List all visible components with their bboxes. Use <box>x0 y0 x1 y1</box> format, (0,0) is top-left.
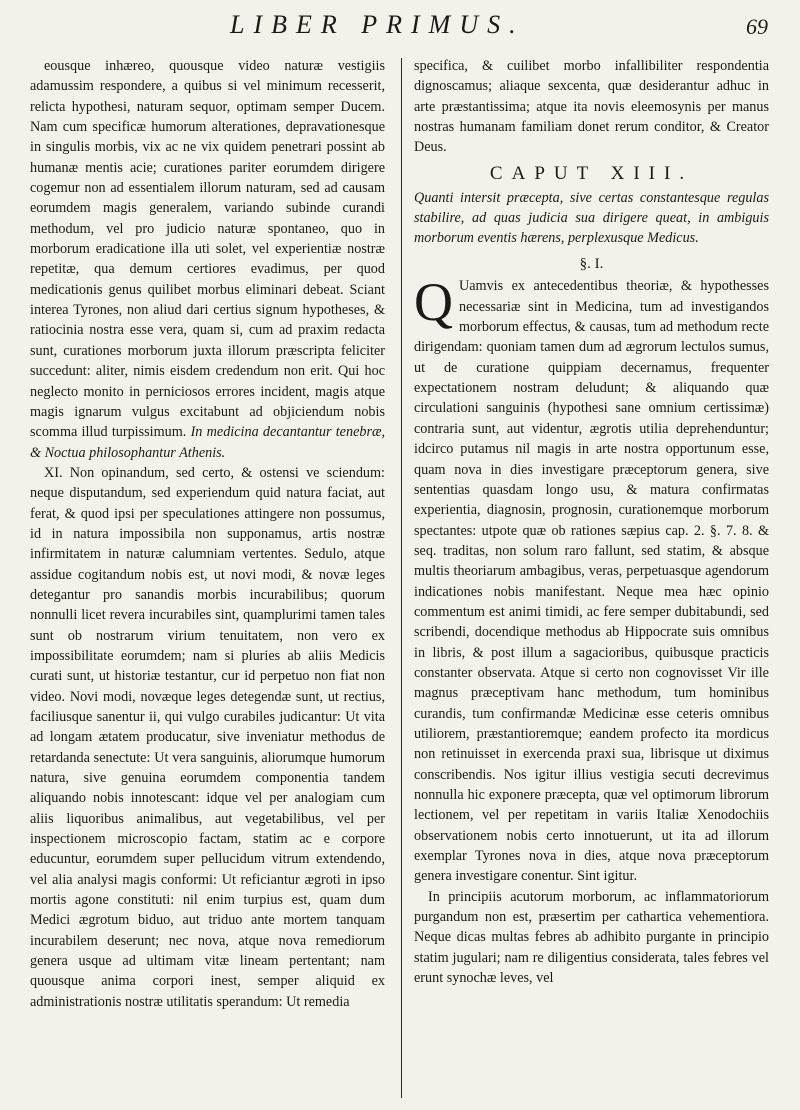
page-number: 69 <box>746 14 768 39</box>
paragraph-text: Uamvis ex antecedentibus theoriæ, & hypothesses necessariæ sint in Medicina, tum ad investigandos morborum effectus, & causas, tum ad methodum recte dirigendam: quoniam tamen dum ad ægrorum lectulos sumus, ut de curatione quippiam decernamus, frequenter expectationem nostram deludunt; & aliquando quæ circulationi sanguinis (hypothesi sane omnium certissimæ) contraria sunt, aut videntur, ægrotis utilia deprehenduntur; idcirco putamus nil magis in arte nostra opportunum esse, quam nova in dies investigare præceptorum genera, sive sententias quasdam longo usu, & matura confirmatas experientia, diagnosin, prognosin, curationemque morborum spectantes: utpote quæ ob rationes sæpius cap. 2. §. 7. 8. & seq. traditas, non solum raro fallunt, sed statim, & absque multis theoriarum ambagibus, veras, perpetuasque agendorum indicationes nobis manifestant. Neque mea hæc opinio commentum est animi timidi, ac fere semper dubitabundi, sed scribendi, docendique methodus ab Hippocrate suis omnibus in libris, & post illum a sagacioribus, quibusque practicis constanter observata. Atque si certo non cognovisset Vir ille magnus præceptivam hanc methodum, tum hominibus curandis, tum confirmandæ Medicinæ esse ceteris omnibus utiliorem, præstantioremque; eandem profecto ita mordicus non retinuisset in exercenda praxi sua, librisque ut diximus conscribendis. Nos igitur illius vestigia secuti decrevimus nonnulla hic exponere præcepta, quæ vel optimorum librorum lectionem, vel per repetitam in variis Italiæ Xenodochiis observationem nobis certo innotuerunt, ut ita ad illorum exemplar Tyrones nova in dies, atque nova præceptorum genera investigare conentur. Sint igitur. <box>414 278 769 885</box>
section-mark: §. I. <box>579 256 604 273</box>
chapter-title: CAPUT XIII. <box>489 162 694 184</box>
drop-cap: Q <box>414 272 453 333</box>
left-column <box>30 56 385 1096</box>
right-column <box>414 56 769 1096</box>
paragraph-text: eousque inhæreo, quousque video naturæ vestigiis adamussim respondere, a quibus si vel minimum recesserit, relicta hypothesi, naturam sequor, optimam semper Ducem. Nam cum specificæ humorum alterationes, depravationesque in singulis morbis, vix ac ne vix quidem penetrari possint ab humanæ mentis acie; curationes pariter eorumdem dirigere cogemur non ad essentialem illorum naturam, sed ad causam eorumdem magis generalem, variando subinde curandi methodum, vel pro judicio naturæ spontaneo, quo in morborum eradicatione illa uti solet, vel experientiæ nostræ repetitæ, qua demum certiores evadimus, per quod medicationis genus quilibet morbus eliminari debeat. Sciant interea Tyrones, non aliud dari certius signum hypotheses, & ratiocinia nostra esse vera, quam si, cum ad praxim redacta sunt, curationes morborum juxta illorum præscripta feliciter succedunt: aliter, nimis eisdem credendum non erit. Qui hoc neglecto monito in perniciosos errores incident, magis atque magis ignarum vulgus excitabunt ad objiciendum nobis scomma illud turpissimum. <box>30 58 385 441</box>
chapter-subtitle: Quanti intersit præcepta, sive certas constantesque regulas stabilire, ad quas judicia sua dirigere queat, in ambiguis morborum eventis hærens, perplexusque Medicus. <box>414 190 769 247</box>
paragraph-continued: specifica, & cuilibet morbo infallibiliter respondentia dignoscamus; aliaque sexcenta, quæ desiderantur adhuc in arte præstantissima; atque ita novis eleemosynis per manus nostras humanam familiam donet rerum conditor, & Creator Deus. <box>414 58 769 156</box>
page-header <box>40 10 780 50</box>
quotation: In medicina decantantur tenebræ, & Noctua philosophantur Athenis. <box>30 424 385 461</box>
paragraph-section-xi: XI. Non opinandum, sed certo, & ostensi ve sciendum: neque disputandum, sed experiendum quid natura faciat, aut ferat, & quod ipsi per speculationes attingere non possumus, id in natura impossibila non supponamus, artis nostræ infirmitatem in naturæ calumniam vertentes. Sedulo, atque assidue cogitandum nobis est, ut novi modi, & novæ leges detegantur pro sanandis morbis incurabilibus; quorum nonnulli licet revera incurabiles sint, quamplurimi tamen tales sunt ob nostrarum virium tenuitatem, non vero ex impossibilitate eorumdem; nam si pluries ab aliis Medicis curati sunt, ut historiæ testantur, cur id perpetuo non fiat non video. Novi modi, novæque leges detegendæ sunt, ut rectius, faciliusque sanentur ii, qui vulgo curabiles judicantur: Ut vita ad longam ætatem producatur, sive inveniatur methodus de retardanda senectute: Ut vera sanguinis, aliorumque humorum natura, sive genuina eorumdem componentia tandem aliquando nobis innotescant: idque vel per analogiam cum aliis liquoribus animalibus, aut vegetabilibus, vel per inspectionem microscopio factam, statim ac e corpore educuntur, eorumdem super pellucidum vitrum extendendo, vel alia analysi magis conformi: Ut reficiantur ægroti in ipso mortis agone constituti: nil enim turpius est, quam dum Medici ægrotum biduo, aut triduo ante mortem tanquam incurabilem deserunt; nec nova, atque nova remediorum genera usque ad ultimam vitæ lineam pertentant; nam quousque anima corpori inest, semper aliquid ex administrationis nostræ utilitatis sperandum: Ut remedia <box>30 464 385 1010</box>
paragraph-precept-1: In principiis acutorum morborum, ac inflammatoriorum purgandum non est, præsertim per cathartica vehementiora. Neque dicas multas febres ab adhibito purgante in principio statim jugulari; nam re diligentius considerata, tales febres vel erunt synochæ leves, vel <box>414 888 769 987</box>
paragraph <box>30 56 385 463</box>
paragraph-section-1 <box>414 272 769 886</box>
column-divider <box>401 58 402 1098</box>
running-head: LIBER PRIMUS. <box>230 10 525 39</box>
